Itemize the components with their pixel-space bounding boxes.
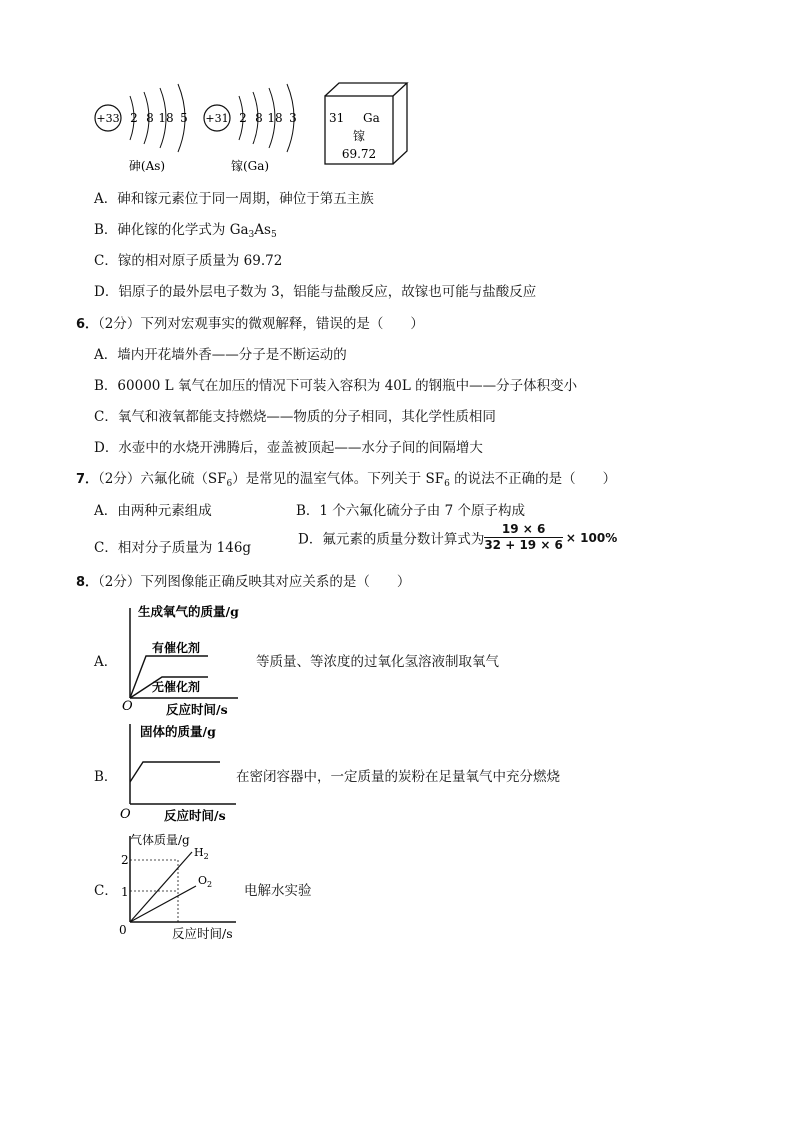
q8-option-c-letter: C． — [94, 883, 118, 899]
graph-a-origin: O — [122, 699, 133, 714]
q5-option-a: A．砷和镓元素位于同一周期，砷位于第五主族 — [94, 191, 374, 207]
as-shell-2: 8 — [146, 111, 154, 125]
q7-option-b: B．1 个六氟化硫分子由 7 个原子构成 — [296, 503, 525, 519]
q8-option-a-text: 等质量、等浓度的过氧化氢溶液制取氧气 — [256, 654, 499, 670]
ga-shell-4: 3 — [289, 111, 297, 125]
q7-option-c: C．相对分子质量为 146g — [94, 540, 252, 556]
graph-b-ylabel: 固体的质量/g — [140, 724, 216, 739]
graph-c-tick-1: 1 — [121, 885, 129, 899]
q8-graph-b — [118, 718, 248, 826]
q8-option-a-letter: A． — [94, 654, 118, 670]
graph-c-xlabel: 反应时间/s — [172, 926, 233, 941]
ga-nucleus-charge: +31 — [205, 112, 229, 125]
q6-option-b: B．60000 L 氧气在加压的情况下可装入容积为 40L 的钢瓶中——分子体积变小 — [94, 378, 578, 394]
ga-name: 镓 — [352, 129, 366, 143]
q8-graph-a — [118, 600, 258, 720]
graph-a-line1-label: 有催化剂 — [152, 641, 201, 655]
ga-element-cell — [325, 83, 407, 164]
atom-structure-diagram — [90, 82, 420, 182]
graph-c-o2-label: $O_2$ — [198, 874, 213, 889]
q7-stem: 7．（2分）六氟化硫$(SF_6)$是常见的温室气体。下列关于 $SF_6$ 的说法不正确的是（ ） — [76, 471, 617, 489]
q5-option-c: C．镓的相对原子质量为 69.72 — [94, 253, 283, 269]
ga-label: 镓(Ga) — [230, 159, 270, 173]
graph-a-xlabel: 反应时间/s — [166, 702, 228, 717]
ga-shell-1: 2 — [239, 111, 247, 125]
as-shell-4: 5 — [180, 111, 188, 125]
q7-option-a: A．由两种元素组成 — [94, 503, 212, 519]
q6-option-d: D．水壶中的水烧开沸腾后，壶盖被顶起——水分子间的间隔增大 — [94, 440, 483, 456]
q7-option-d: D．氟元素的质量分数计算式为 $\frac{19 \times 6}{32 + 19 \times 6}$ × 100% — [298, 522, 618, 552]
graph-c-ylabel: 气体质量/g — [130, 833, 190, 847]
q8-option-b-letter: B． — [94, 769, 118, 785]
q6-option-c: C．氧气和液氧都能支持燃烧——物质的分子相同，其化学性质相同 — [94, 409, 496, 425]
q6-option-a: A．墙内开花墙外香——分子是不断运动的 — [94, 347, 347, 363]
graph-b-origin: O — [120, 807, 131, 822]
ga-atomic-mass: 69.72 — [341, 147, 377, 161]
q8-graph-c — [112, 830, 242, 945]
as-label: 砷(As) — [128, 159, 166, 173]
as-nucleus-charge: +33 — [96, 112, 120, 125]
mass-fraction-formula: $\frac{19 \times 6}{32 + 19 \times 6}$ — [484, 522, 563, 552]
q5-option-b: B．砷化镓的化学式为 $Ga_3As_5$ — [94, 222, 277, 240]
as-shell-3: 18 — [158, 111, 174, 125]
ga-atomic-number: 31 — [329, 111, 345, 125]
ga-shell-2: 8 — [255, 111, 263, 125]
as-shell-1: 2 — [130, 111, 138, 125]
q8-option-c-text: 电解水实验 — [244, 883, 312, 899]
graph-c-origin: 0 — [119, 923, 127, 937]
q8-stem: 8．（2分）下列图像能正确反映其对应关系的是（ ） — [76, 574, 411, 590]
graph-c-tick-2: 2 — [121, 853, 129, 867]
ga-symbol: Ga — [363, 111, 380, 125]
q5-option-d: D．铝原子的最外层电子数为 3，铝能与盐酸反应，故镓也可能与盐酸反应 — [94, 284, 537, 300]
graph-a-line2-label: 无催化剂 — [152, 680, 201, 694]
graph-b-xlabel: 反应时间/s — [164, 808, 226, 823]
q8-option-b-text: 在密闭容器中，一定质量的炭粉在足量氧气中充分燃烧 — [236, 769, 560, 785]
q6-stem: 6．（2分）下列对宏观事实的微观解释，错误的是（ ） — [76, 316, 424, 332]
ga-shell-3: 18 — [267, 111, 283, 125]
graph-a-ylabel: 生成氧气的质量/g — [138, 604, 239, 619]
graph-c-h2-label: $H_2$ — [194, 846, 209, 861]
